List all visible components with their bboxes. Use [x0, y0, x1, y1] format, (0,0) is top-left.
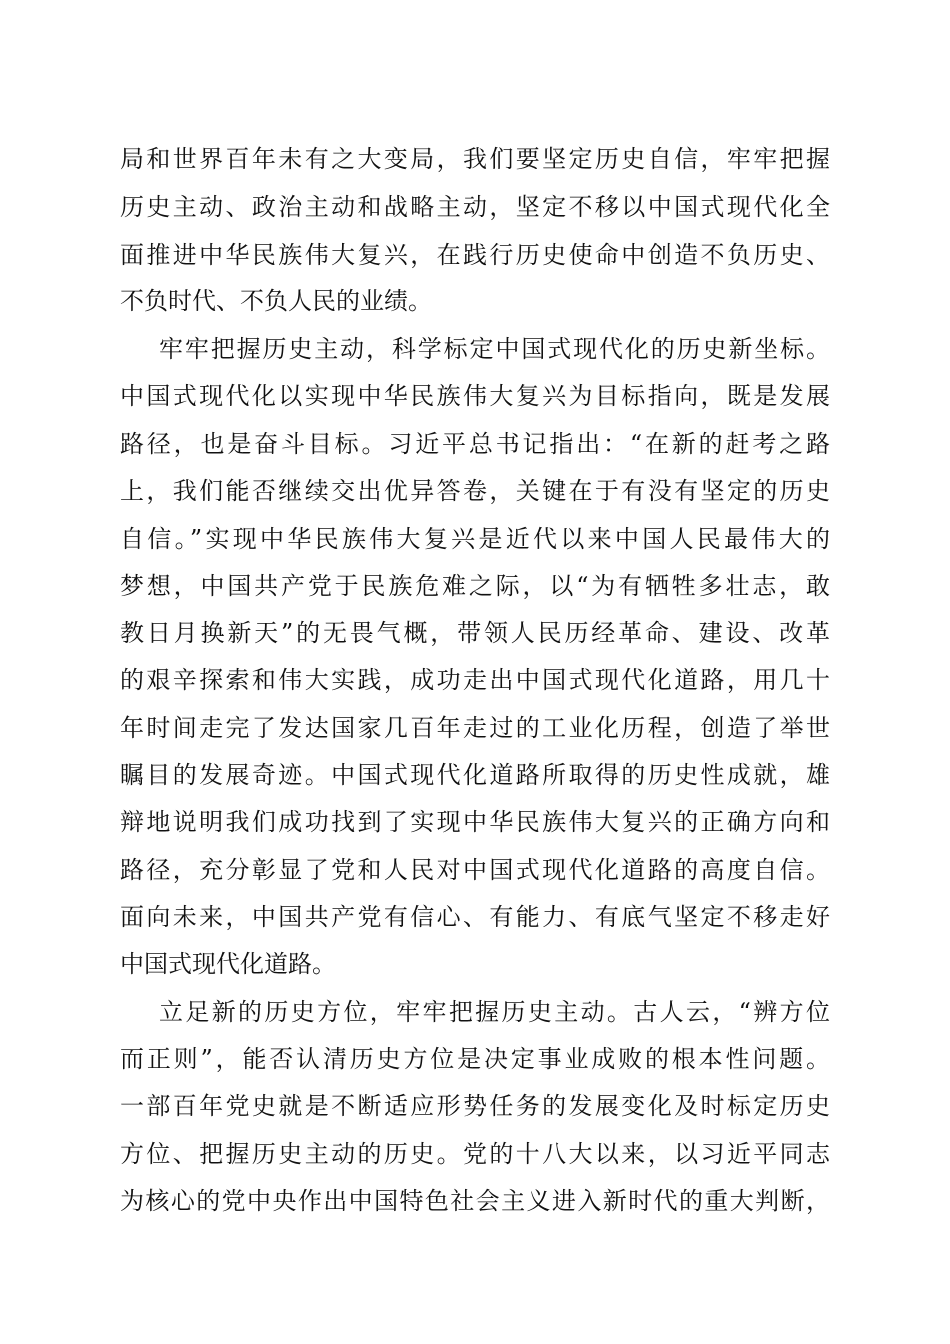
p3-line-5: 为核心的党中央作出中国特色社会主义进入新时代的重大判断，: [120, 1187, 830, 1215]
p2-line-11: 辩地说明我们成功找到了实现中华民族伟大复兴的正确方向和: [120, 808, 830, 836]
p2-line-8: 的艰辛探索和伟大实践，成功走出中国式现代化道路，用几十: [120, 666, 830, 694]
p2-line-1: 牢牢把握历史主动，科学标定中国式现代化的历史新坐标。: [159, 335, 830, 363]
p1-line-3: 面推进中华民族伟大复兴，在践行历史使命中创造不负历史、: [120, 241, 830, 269]
p3-line-2: 而正则”，能否认清历史方位是决定事业成败的根本性问题。: [120, 1045, 830, 1073]
p2-line-7: 教日月换新天”的无畏气概，带领人民历经革命、建设、改革: [120, 619, 830, 647]
p2-line-10: 瞩目的发展奇迹。中国式现代化道路所取得的历史性成就，雄: [120, 761, 830, 789]
p3-line-1: 立足新的历史方位，牢牢把握历史主动。古人云，“辨方位: [159, 998, 830, 1026]
p3-line-4: 方位、把握历史主动的历史。党的十八大以来，以习近平同志: [120, 1140, 830, 1168]
p1-line-2: 历史主动、政治主动和战略主动，坚定不移以中国式现代化全: [120, 193, 830, 221]
p3-line-3: 一部百年党史就是不断适应形势任务的发展变化及时标定历史: [120, 1092, 830, 1120]
p2-line-14: 中国式现代化道路。: [120, 950, 336, 978]
p2-line-12: 路径，充分彰显了党和人民对中国式现代化道路的高度自信。: [120, 856, 830, 884]
p2-line-13: 面向未来，中国共产党有信心、有能力、有底气坚定不移走好: [120, 903, 830, 931]
p2-line-9: 年时间走完了发达国家几百年走过的工业化历程，创造了举世: [120, 714, 830, 742]
p2-line-4: 上，我们能否继续交出优异答卷，关键在于有没有坚定的历史: [120, 477, 830, 505]
p2-line-5: 自信。”实现中华民族伟大复兴是近代以来中国人民最伟大的: [120, 525, 830, 553]
p2-line-3: 路径，也是奋斗目标。习近平总书记指出：“在新的赶考之路: [120, 430, 830, 458]
p2-line-6: 梦想，中国共产党于民族危难之际，以“为有牺牲多壮志，敢: [120, 572, 830, 600]
p1-line-1: 局和世界百年未有之大变局，我们要坚定历史自信，牢牢把握: [120, 145, 830, 173]
p2-line-2: 中国式现代化以实现中华民族伟大复兴为目标指向，既是发展: [120, 382, 830, 410]
p1-line-4: 不负时代、不负人民的业绩。: [120, 287, 432, 315]
